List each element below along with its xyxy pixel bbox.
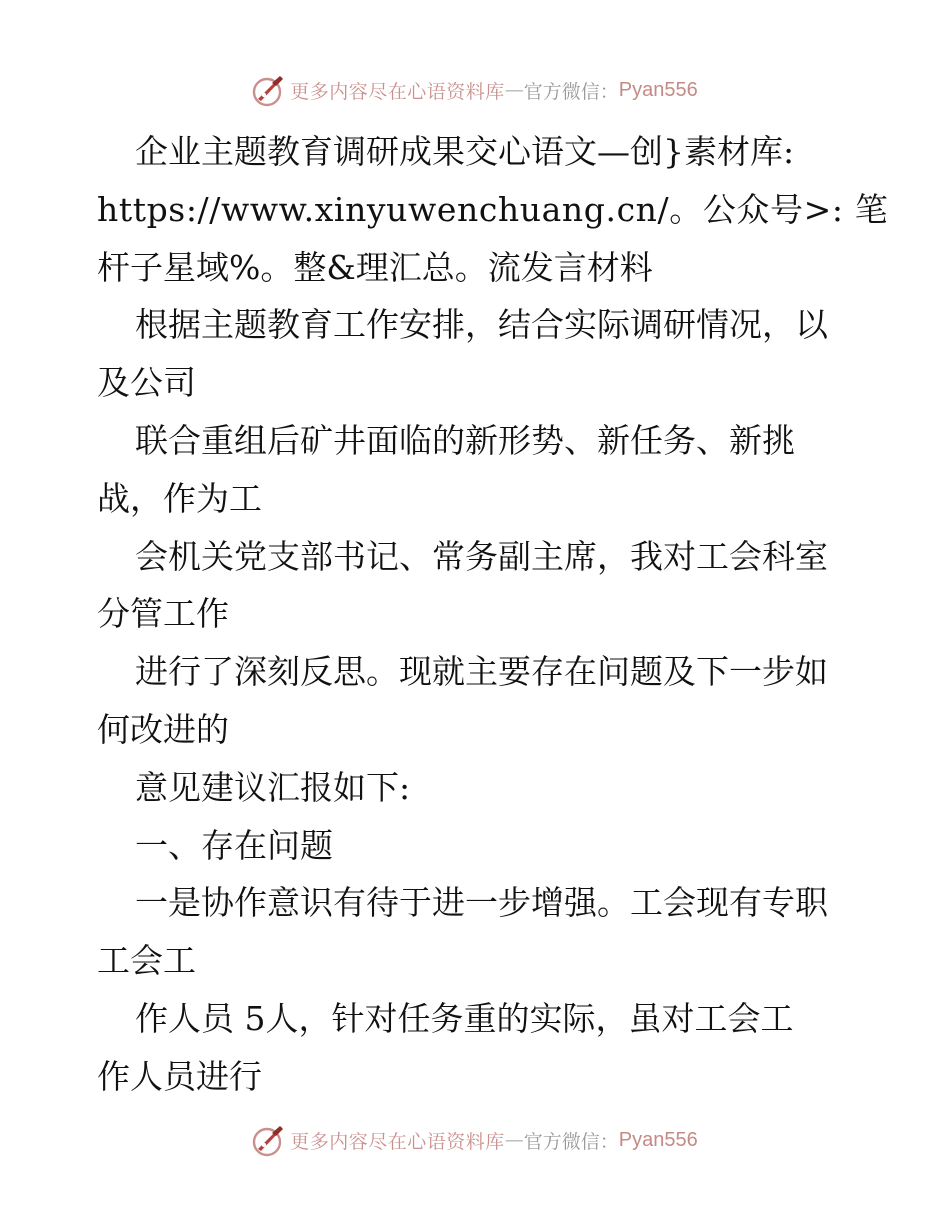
text-line: 何改进的 [97, 709, 229, 749]
text-line: 分管工作 [97, 594, 229, 634]
banner-site-text: 更多内容尽在心语资料库 [290, 80, 505, 103]
footer-banner [0, 1120, 950, 1160]
text-line: 联合重组后矿井面临的新形势、新任务、新挑 [135, 420, 795, 460]
banner-wechat-label: 官方微信： [523, 80, 619, 103]
text-line: 会机关党支部书记、常务副主席，我对工会科室 [135, 536, 828, 576]
text-line: 杆子星域%。整&理汇总。流发言材料 [97, 247, 653, 287]
text-line: 进行了深刻反思。现就主要存在问题及下一步如 [135, 652, 828, 692]
text-line: 意见建议汇报如下: [135, 767, 411, 807]
quill-pen-logo-icon [252, 1123, 286, 1157]
text-line: 作人员进行 [97, 1056, 262, 1096]
text-line: 根据主题教育工作安排，结合实际调研情况，以 [135, 305, 828, 345]
banner-separator: — [504, 79, 524, 101]
banner-wechat-id: Pyan556 [618, 78, 698, 101]
banner-site-text: 更多内容尽在心语资料库 [290, 1130, 505, 1153]
text-line: 一是协作意识有待于进一步增强。工会现有专职 [135, 883, 828, 923]
section-heading: 一、存在问题 [135, 825, 333, 865]
document-body [97, 123, 889, 1106]
banner-separator: — [504, 1129, 524, 1151]
banner-wechat-label: 官方微信： [523, 1130, 619, 1153]
text-line: 及公司 [97, 363, 196, 403]
text-line-url: https://www.xinyuwenchuang.cn/。公众号>: 笔 [97, 189, 889, 229]
text-line: 战，作为工 [97, 478, 262, 518]
banner-wechat-id: Pyan556 [618, 1128, 698, 1151]
header-banner [0, 70, 950, 110]
text-line: 作人员 5人，针对任务重的实际，虽对工会工 [135, 998, 794, 1038]
text-line: 工会工 [97, 941, 196, 981]
text-line: 企业主题教育调研成果交心语文—创}素材库: [135, 132, 795, 171]
quill-pen-logo-icon [252, 73, 286, 107]
